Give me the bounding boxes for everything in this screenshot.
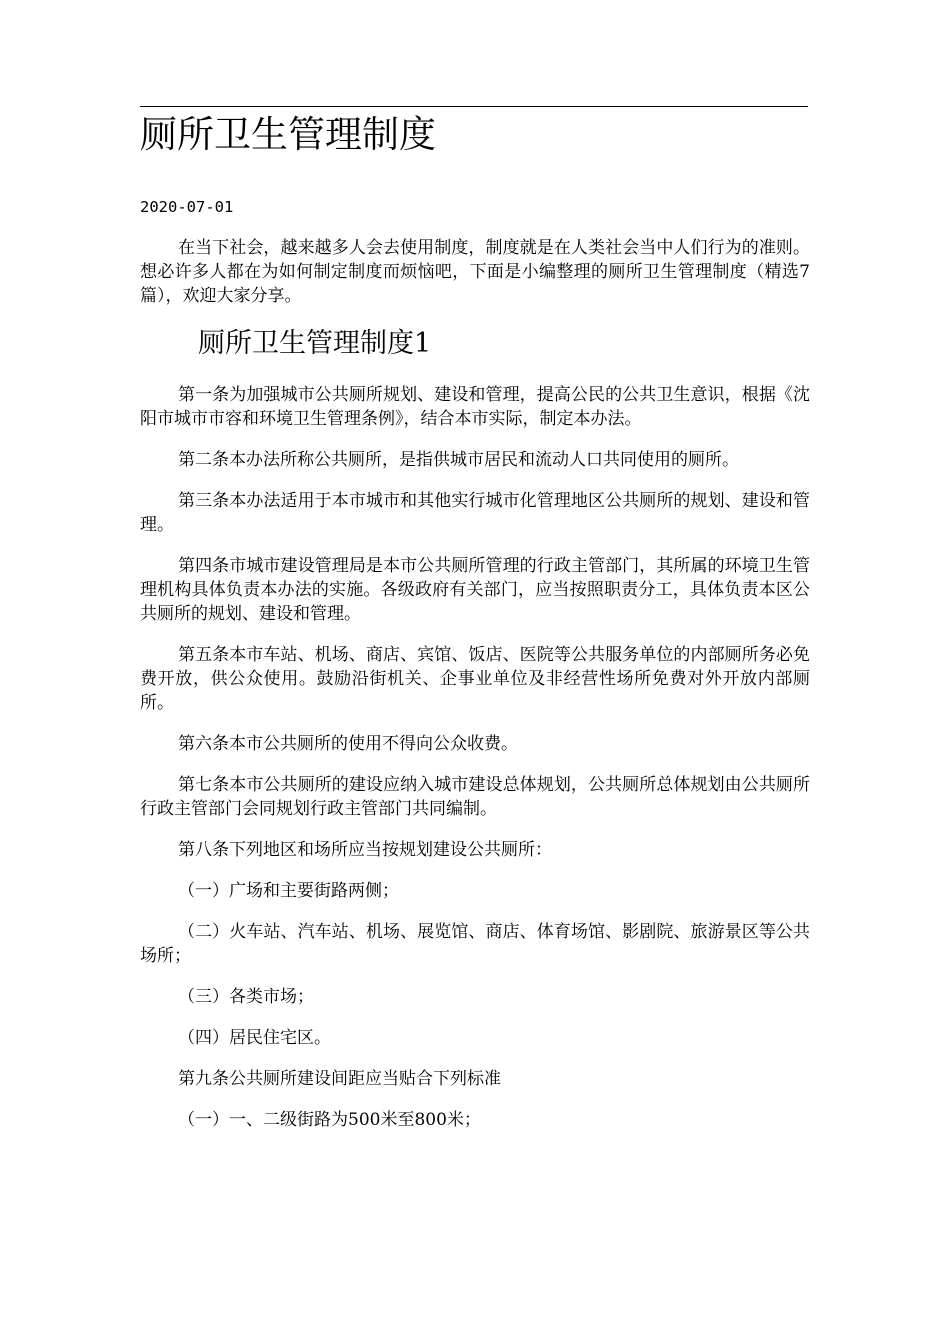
document-title: 厕所卫生管理制度 (140, 113, 436, 156)
article-paragraph: 第三条本办法适用于本市城市和其他实行城市化管理地区公共厕所的规划、建设和管理。 (140, 491, 810, 535)
article-paragraph: 第六条本市公共厕所的使用不得向公众收费。 (178, 734, 518, 754)
article-paragraph: 第四条市城市建设管理局是本市公共厕所管理的行政主管部门，其所属的环境卫生管理机构具体负责本办法的实施。各级政府有关部门，应当按照职责分工，具体负责本区公共厕所的规划、建设和管理。 (140, 556, 810, 624)
header-rule (140, 106, 808, 107)
article-paragraph: 第二条本办法所称公共厕所，是指供城市居民和流动人口共同使用的厕所。 (178, 450, 739, 470)
article-paragraph: 第九条公共厕所建设间距应当贴合下列标准 (178, 1069, 501, 1089)
article-paragraph: 第一条为加强城市公共厕所规划、建设和管理，提高公民的公共卫生意识，根据《沈阳市城市市容和环境卫生管理条例》，结合本市实际，制定本办法。 (140, 385, 810, 429)
document-date: 2020-07-01 (140, 198, 234, 216)
list-item: （三）各类市场； (178, 987, 314, 1007)
intro-paragraph: 在当下社会，越来越多人会去使用制度，制度就是在人类社会当中人们行为的准则。想必许多人都在为如何制定制度而烦恼吧，下面是小编整理的厕所卫生管理制度（精选7篇），欢迎大家分享。 (140, 238, 810, 306)
list-item: （二）火车站、汽车站、机场、展览馆、商店、体育场馆、影剧院、旅游景区等公共场所； (140, 922, 810, 966)
section-heading: 厕所卫生管理制度1 (198, 328, 432, 359)
list-item: （四）居民住宅区。 (178, 1028, 331, 1048)
article-paragraph: 第八条下列地区和场所应当按规划建设公共厕所： (178, 840, 552, 860)
article-paragraph: 第五条本市车站、机场、商店、宾馆、饭店、医院等公共服务单位的内部厕所务必免费开放，供公众使用。鼓励沿街机关、企事业单位及非经营性场所免费对外开放内部厕所。 (140, 645, 810, 713)
list-item: （一）广场和主要街路两侧； (178, 881, 399, 901)
article-paragraph: 第七条本市公共厕所的建设应纳入城市建设总体规划，公共厕所总体规划由公共厕所行政主管部门会同规划行政主管部门共同编制。 (140, 775, 810, 819)
list-item: （一）一、二级街路为500米至800米； (178, 1110, 481, 1130)
document-body (140, 236, 810, 1149)
